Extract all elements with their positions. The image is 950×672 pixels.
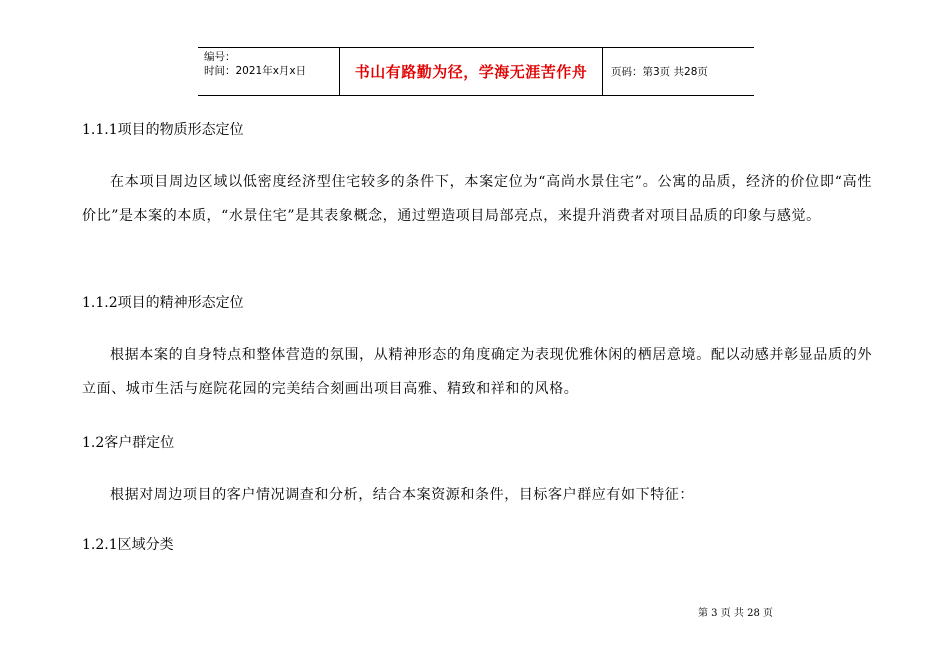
- section-heading-1-1-1: 1.1.1项目的物质形态定位: [82, 122, 244, 138]
- header-page-info: 页码：第3页 共28页: [611, 66, 708, 78]
- header-meta-cell: [198, 48, 340, 95]
- document-number-label: 编号：: [204, 51, 236, 63]
- section-paragraph-1-1-1: 在本项目周边区域以低密度经济型住宅较多的条件下，本案定位为“高尚水景住宅”。公寓的品质，经济的价位即“高性价比”是本案的本质，“水景住宅”是其表象概念，通过塑造项目局部亮点，来提升消费者对项目品质的印象与感觉。: [82, 174, 872, 224]
- document-time-label: 时间：2021年x月x日: [204, 65, 307, 77]
- page-footer-number: 第 3 页 共 28 页: [698, 608, 773, 619]
- section-paragraph-1-1-2: 根据本案的自身特点和整体营造的氛围，从精神形态的角度确定为表现优雅休闲的栖居意境。配以动感并彰显品质的外立面、城市生活与庭院花园的完美结合刻画出项目高雅、精致和祥和的风格。: [82, 347, 872, 397]
- section-paragraph-1-2: 根据对周边项目的客户情况调查和分析，结合本案资源和条件，目标客户群应有如下特征：: [110, 487, 694, 503]
- section-heading-1-2-1: 1.2.1区域分类: [82, 537, 174, 553]
- section-heading-1-1-2: 1.1.2项目的精神形态定位: [82, 295, 244, 311]
- header-motto: 书山有路勤为径，学海无涯苦作舟: [340, 48, 603, 95]
- page-header: [198, 47, 754, 96]
- section-heading-1-2: 1.2客户群定位: [82, 435, 175, 451]
